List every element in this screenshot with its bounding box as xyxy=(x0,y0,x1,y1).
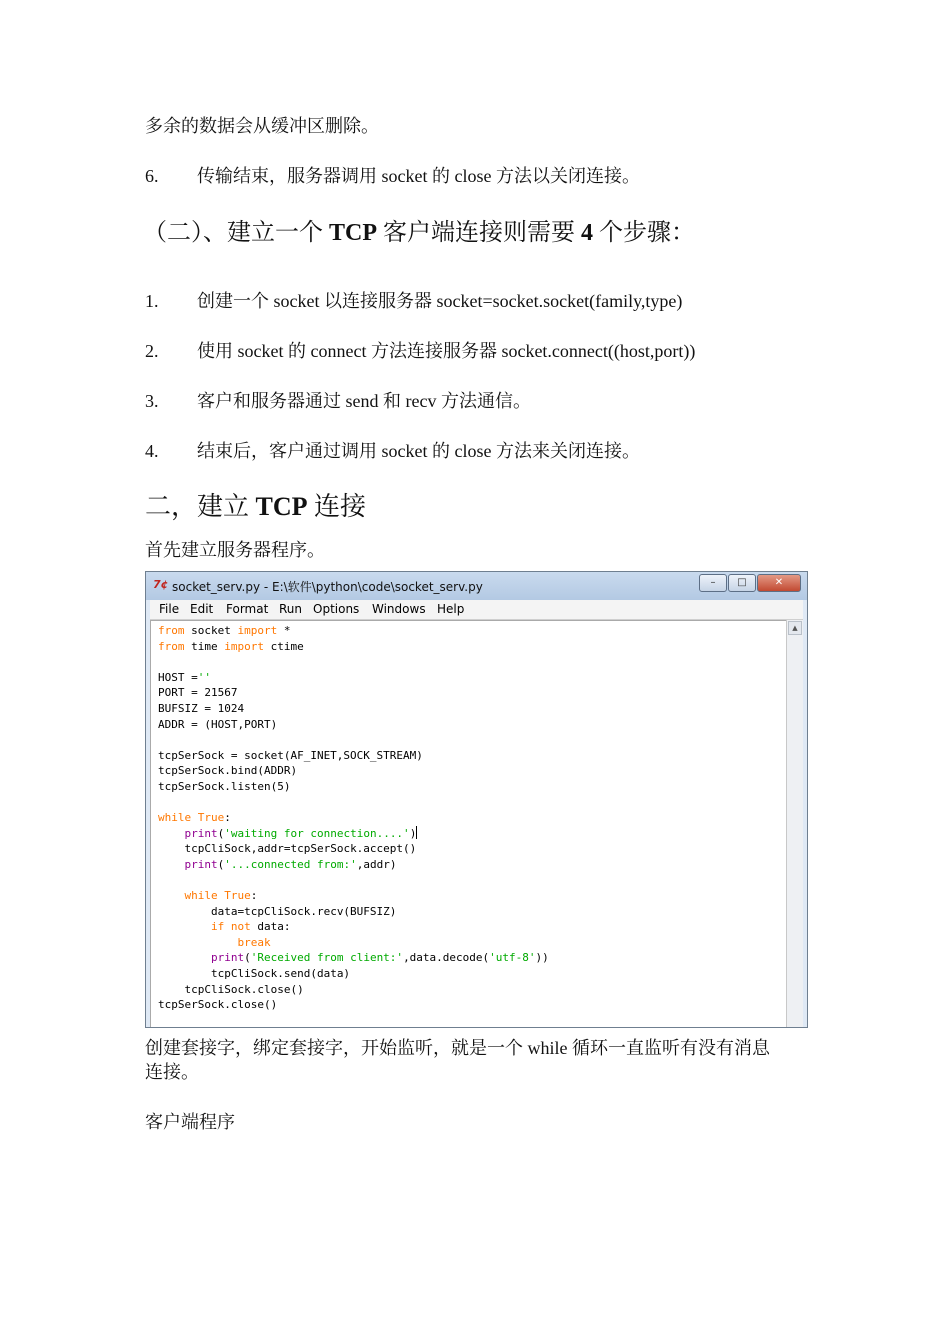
server-step-number: 6. xyxy=(145,166,159,186)
client-step-3-number: 3. xyxy=(145,391,159,411)
menu-options[interactable]: Options xyxy=(313,602,360,616)
close-button[interactable]: ✕ xyxy=(757,574,801,592)
code-editor[interactable] xyxy=(150,620,786,1027)
heading-count: 4 xyxy=(581,220,593,246)
client-step-2-number: 2. xyxy=(145,341,159,361)
menu-edit[interactable]: Edit xyxy=(190,602,214,616)
client-program-title: 客户端程序 xyxy=(145,1112,235,1132)
section-title-tcp: TCP xyxy=(255,492,308,521)
menu-windows[interactable]: Windows xyxy=(372,602,426,616)
menu-help[interactable]: Help xyxy=(437,602,465,616)
menu-run[interactable]: Run xyxy=(279,602,303,616)
idle-editor-window xyxy=(145,571,808,1028)
client-step-4-text: 结束后，客户通过调用 socket 的 close 方法来关闭连接。 xyxy=(197,441,640,461)
server-step-text: 传输结束，服务器调用 socket 的 close 方法以关闭连接。 xyxy=(197,166,640,186)
client-step-3-text: 客户和服务器通过 send 和 recv 方法通信。 xyxy=(197,391,531,411)
heading-tcp: TCP xyxy=(329,220,377,246)
section-title-pre: 二，建立 xyxy=(145,492,256,521)
heading-mid: 客户端连接则需要 xyxy=(377,220,581,246)
menu-format[interactable]: Format xyxy=(226,602,269,616)
window-titlebar[interactable] xyxy=(146,572,807,600)
minimize-button[interactable]: – xyxy=(699,574,727,592)
window-controls xyxy=(698,574,801,591)
description-line-1: 创建套接字，绑定套接字，开始监听，就是一个 while 循环一直监听有没有消息 xyxy=(145,1038,770,1058)
source-code: from socket import * from time import ctime HOST ='' PORT = 21567 BUFSIZ = 1024 ADDR = (HOST,PORT) tcpSerSock = socket(AF_INET,SOCK_STREAM) tcpSerSock.bind(ADDR) tcpSerSock.listen(5) while True: print('waiting for connection....') tcpCliSock,addr=tcpSerSock.accept() print('...connected from:',addr) while True: data=tcpCliSock.recv(BUFSIZ) if not data: break print('Received from client:',data.decode('utf-8')) tcpCliSock.send(data) tcpCliSock.close() tcpSerSock.close() xyxy=(158,624,549,1012)
section-title-post: 连接 xyxy=(307,492,367,521)
maximize-button[interactable]: □ xyxy=(728,574,756,592)
vertical-scrollbar[interactable] xyxy=(786,620,803,1027)
heading-post: 个步骤： xyxy=(593,220,695,246)
client-steps-heading xyxy=(143,218,695,248)
server-intro: 首先建立服务器程序。 xyxy=(145,540,325,560)
paragraph-buffer-note: 多余的数据会从缓冲区删除。 xyxy=(145,116,379,136)
section-title xyxy=(145,491,366,523)
scroll-up-arrow-icon[interactable]: ▲ xyxy=(788,621,802,635)
window-title: socket_serv.py - E:\软件\python\code\socket_serv.py xyxy=(172,580,483,594)
heading-pre: （二）、建立一个 xyxy=(143,220,329,246)
client-step-1-text: 创建一个 socket 以连接服务器 socket=socket.socket(family,type) xyxy=(197,291,683,311)
python-idle-icon: 7¢ xyxy=(153,578,169,591)
menu-file[interactable]: File xyxy=(159,602,180,616)
client-step-1-number: 1. xyxy=(145,291,159,311)
client-step-4-number: 4. xyxy=(145,441,159,461)
text-cursor xyxy=(416,826,417,839)
description-line-2: 连接。 xyxy=(145,1062,199,1082)
menu-bar xyxy=(150,600,803,620)
client-step-2-text: 使用 socket 的 connect 方法连接服务器 socket.connect((host,port)) xyxy=(197,341,696,361)
